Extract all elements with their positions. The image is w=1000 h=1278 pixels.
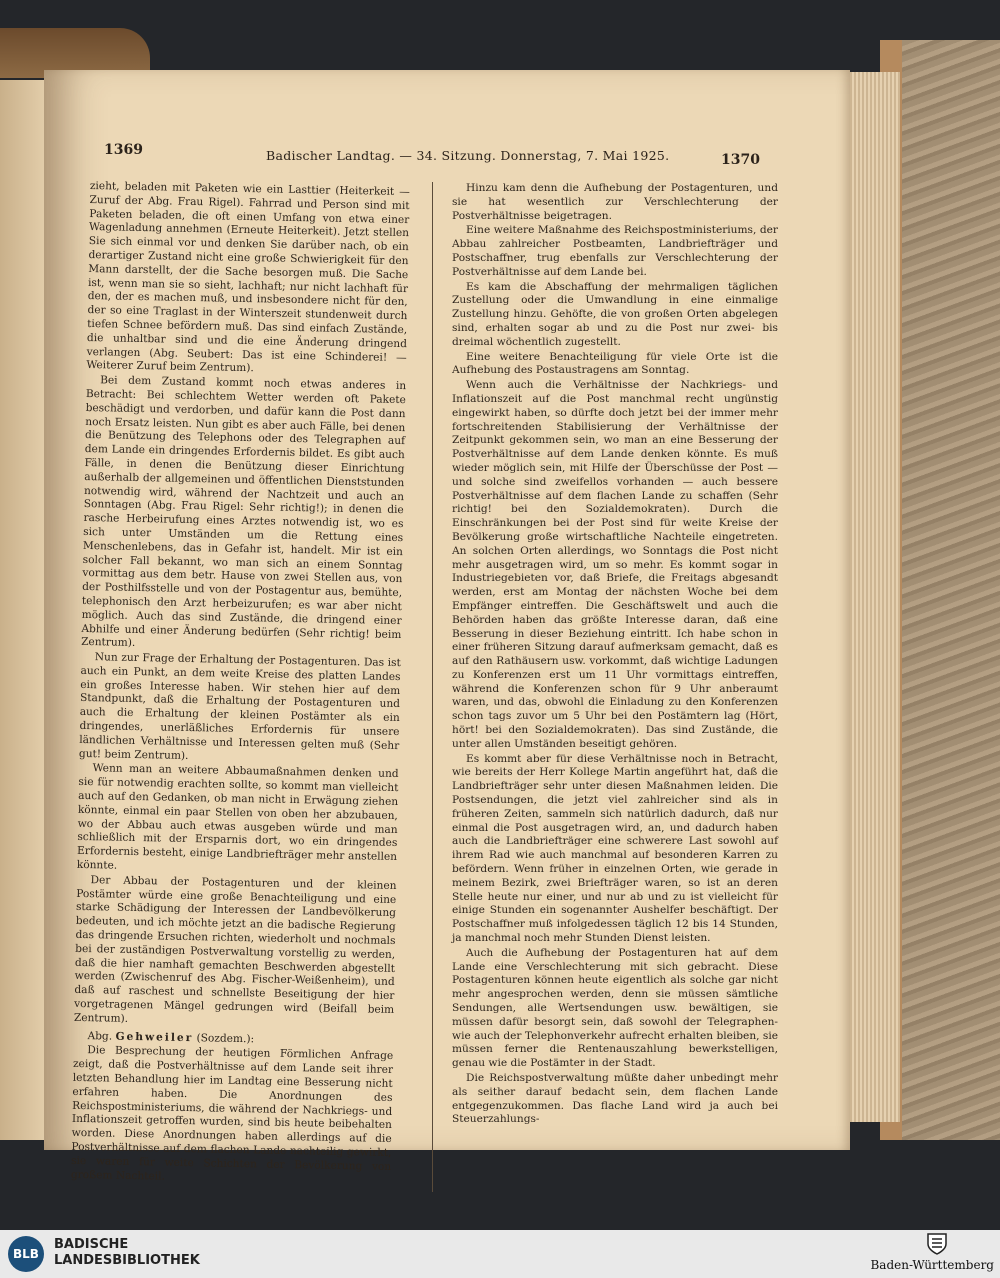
state-name[interactable]: Baden-Württemberg xyxy=(870,1258,994,1272)
paragraph: Wenn man an weitere Abbaumaßnahmen denken und sie für notwendig erachten sollte, so kommt man vielleicht auch auf den Gedanken, ob man nicht in Erwägung ziehen könnte, einmal ein paar Stellen von oben her abzubauen, wo der Abbau auch etwas ausgeben würde und man schließlich mit der Ersparnis dort, wo ein dringendes Erfordernis besteht, einige Landbriefträger mehr anstellen könnte. xyxy=(76,762,399,872)
paragraph: Hinzu kam denn die Aufhebung der Postagenturen, und sie hat wesentlich zur Verschlechterung der Postverhältnisse beigetragen. xyxy=(452,182,778,222)
speaker-name: Gehweiler xyxy=(115,1030,194,1044)
paragraph: Wenn auch die Verhältnisse der Nachkriegs- und Inflationszeit auf die Post manchmal recht ungünstig eingewirkt haben, so dürfte doch jetzt bei der immer mehr fortschreitenden Stabilisierung der Verhältnisse der Zeitpunkt gekommen sein, wo man an eine Besserung der Postverhältnisse auf dem Lande denken könnte. Es muß wieder möglich sein, mit Hilfe der Überschüsse der Post — und solche sind zweifellos vorhanden — auch bessere Postverhältnisse auf dem flachen Lande zu schaffen (Sehr richtig! bei den Sozialdemokraten). Durch die Einschränkungen bei der Post sind für weite Kreise der Bevölkerung große wirtschaftliche Nachteile eingetreten. An solchen Orten allerdings, wo Sonntags die Post nicht mehr ausgetragen wird, um so mehr. Es kommt sogar in Industriegebieten vor, daß Briefe, die Freitags abgesandt werden, erst am Montag der nächsten Woche bei dem Empfänger eintreffen. Die Geschäftswelt und auch die Behörden haben das größte Interesse daran, daß eine Besserung in dieser Beziehung eintritt. Ich habe schon in einer früheren Sitzung darauf aufmerksam gemacht, daß es auf den Rathäusern usw. vorkommt, daß wichtige Ladungen zu Konferenzen erst um 11 Uhr vormittags eintreffen, während die Konferenzen schon für 9 Uhr anberaumt waren, und das, obwohl die Einladung zu den Konferenzen schon tags zuvor um 5 Uhr bei den Postämtern lag (Hört, hört! bei den Sozialdemokraten). Das sind Zustände, die unter allen Umständen beseitigt gehören. xyxy=(452,379,778,750)
library-name-line1: BADISCHE xyxy=(54,1237,129,1252)
running-head: Badischer Landtag. — 34. Sitzung. Donnerstag, 7. Mai 1925. xyxy=(266,148,670,163)
column-divider xyxy=(432,182,433,1192)
paragraph: Nun zur Frage der Erhaltung der Postagenturen. Das ist auch ein Punkt, an dem weite Kreise des platten Landes ein großes Interesse haben. Wir stehen hier auf dem Standpunkt, daß die Erhaltung der Postagenturen und auch die Erhaltung der kleinen Postämter als ein dringendes, unerläßliches Erfordernis für unsere ländlichen Verhältnisse und Interessen gelten muß (Sehr gut! beim Zentrum). xyxy=(78,651,401,762)
paragraph: Es kam die Abschaffung der mehrmaligen täglichen Zustellung oder die Umwandlung in eine einmalige Zustellung hinzu. Gehöfte, die von großen Orten abgelegen sind, erhalten sogar ab und zu die Post nur zwei- bis dreimal wöchentlich zugestellt. xyxy=(452,280,778,348)
paragraph: Die Besprechung der heutigen Förmlichen Anfrage zeigt, daß die Postverhältnisse auf dem Lande seit ihrer letzten Behandlung hier im Landtag eine Besserung nicht erfahren haben. Die Anordnungen des Reichspostministeriums, die während der Nachkriegs- und Inflationszeit getroffen wurden, sind bis heute beibehalten worden. Diese Anordnungen haben allerdings auf die Postverhältnisse auf dem flachen Lande nachteilig gewirkt, sie waren für weite Schichten der Bevölkerung von großem Nachteil. xyxy=(70,1044,394,1183)
coat-of-arms-icon xyxy=(926,1232,948,1256)
speaker-prefix: Abg. xyxy=(87,1029,116,1043)
paragraph: Der Abbau der Postagenturen und der kleinen Postämter würde eine große Benachteiligung und eine starke Schädigung der Interessen der Landbevölkerung bedeuten, und ich möchte jetzt an die badische Regierung das dringende Ersuchen richten, wiederholt und nochmals bei der zuständigen Postverwaltung vorstellig zu werden, daß die hier namhaft gemachten Beschwerden abgestellt werden (Zwischenruf des Abg. Fischer-Weißenheim), und daß auf raschest und schnellste Beseitigung der hier vorgetragenen Mängel gedrungen wird (Beifall beim Zentrum). xyxy=(73,873,397,1025)
paragraph: Es kommt aber für diese Verhältnisse noch in Betracht, wie bereits der Herr Kollege Martin angeführt hat, daß die Landbriefträger sehr unter diesen Maßnahmen leiden. Die Postsendungen, die jetzt viel zahlreicher sind als in früheren Zeiten, sammeln sich natürlich dadurch, daß nur einmal die Post ausgetragen wird, an, und dadurch haben auch die Landbriefträger eine schwerere Last sowohl auf ihrem Rad wie auch manchmal auf besonderen Karren zu befördern. Wenn früher in einzelnen Orten, wie gerade in meinem Bezirk, zwei Briefträger waren, so ist an deren Stelle heute nur einer, und nur ab und zu ist vielleicht für einige Stunden ein sogenannter Aushelfer beschäftigt. Der Postschaffner muß infolgedessen täglich 12 bis 14 Stunden, ja manchmal noch mehr Stunden Dienst leisten. xyxy=(452,752,778,945)
speaker-suffix: (Sozdem.): xyxy=(193,1031,255,1045)
paragraph: Die Reichspostverwaltung müßte daher unbedingt mehr als seither darauf bedacht sein, dem flachen Lande entgegenzukommen. Das flache Land wird ja auch bei Steuerzahlungs- xyxy=(452,1072,778,1126)
right-column xyxy=(452,182,778,1128)
page-number-left: 1369 xyxy=(104,142,143,158)
left-column xyxy=(71,180,410,1189)
paragraph: Eine weitere Maßnahme des Reichspostministeriums, der Abbau zahlreicher Postbeamten, Landbriefträger und Postschaffner, trug ebenfalls zur Verschlechterung der Postverhältnisse auf dem Lande bei. xyxy=(452,224,778,278)
library-name-line2: LANDESBIBLIOTHEK xyxy=(54,1253,200,1268)
paragraph: zieht, beladen mit Paketen wie ein Lasttier (Heiterkeit — Zuruf der Abg. Frau Rigel). Fahrrad und Person sind mit Paketen beladen, die oft einen Umfang von etwa einer Wagenladung annehmen (Erneute Heiterkeit). Jetzt stellen Sie sich einmal vor und denken Sie darüber nach, ob ein derartiger Zustand nicht eine große Schwierigkeit für den Mann darstellt, der die Sache besorgen muß. Die Sache ist, wenn man sie so sieht, lachhaft; nur nicht lachhaft für den, der es machen muß, und insbesondere nicht für den, der so eine Traglast in der Winterszeit stundenweit durch tiefen Schnee befördern muß. Das sind einfach Zustände, die unhaltbar sind und die eine Änderung dringend verlangen (Abg. Seubert: Das ist eine Schinderei! — Weiterer Zuruf beim Zentrum). xyxy=(86,180,410,375)
page-number-right: 1370 xyxy=(721,152,760,168)
paragraph: Auch die Aufhebung der Postagenturen hat auf dem Lande eine Verschlechterung mit sich gebracht. Diese Postagenturen können heute eigentlich als solche gar nicht mehr angesprochen werden, denn sie müssen sämtliche Sendungen, alle Wertsendungen usw. bewältigen, sie müssen dafür besorgt sein, daß sowohl der Telegraphen- wie auch der Telephonverkehr aufrecht erhalten bleiben, sie müssen ferner die Rentenauszahlung bewerkstelligen, genau wie die Postämter in der Stadt. xyxy=(452,946,778,1070)
left-page-edge xyxy=(0,80,48,1140)
paragraph: Eine weitere Benachteiligung für viele Orte ist die Aufhebung des Postaustragens am Sonntag. xyxy=(452,350,778,377)
book-page xyxy=(44,70,850,1183)
paragraph: Bei dem Zustand kommt noch etwas anderes in Betracht: Bei schlechtem Wetter werden oft Pakete beschädigt und verdorben, und dafür kann die Post dann noch Ersatz leisten. Nun gibt es aber auch Fälle, bei denen die Benützung des Telephons oder des Telegraphen auf dem Lande ein dringendes Erfordernis bildet. Es gibt auch Fälle, in denen die Benützung dieser Einrichtung außerhalb der allgemeinen und öffentlichen Dienststunden notwendig wird, während der Nachtzeit und auch an Sonntagen (Abg. Frau Rigel: Sehr richtig!); in denen die rasche Herbeirufung eines Arztes notwendig ist, wo es sich unter Umständen um die Rettung eines Menschenlebens, das in Gefahr ist, handelt. Mir ist ein solcher Fall bekannt, wo man sich an einem Sonntag vormittag aus dem betr. Hause von zwei Stellen aus, von der Posthilfsstelle und von der Postagentur aus, bemühte, telephonisch den Arzt herbeizurufen; es war aber nicht möglich. Auch das sind Zustände, die dringend einer Abhilfe und einer Änderung bedürfen (Sehr richtig! beim Zentrum). xyxy=(81,374,407,650)
library-name[interactable] xyxy=(54,1237,200,1269)
blb-logo-icon[interactable]: BLB xyxy=(8,1236,44,1272)
footer-bar xyxy=(0,1230,1000,1278)
